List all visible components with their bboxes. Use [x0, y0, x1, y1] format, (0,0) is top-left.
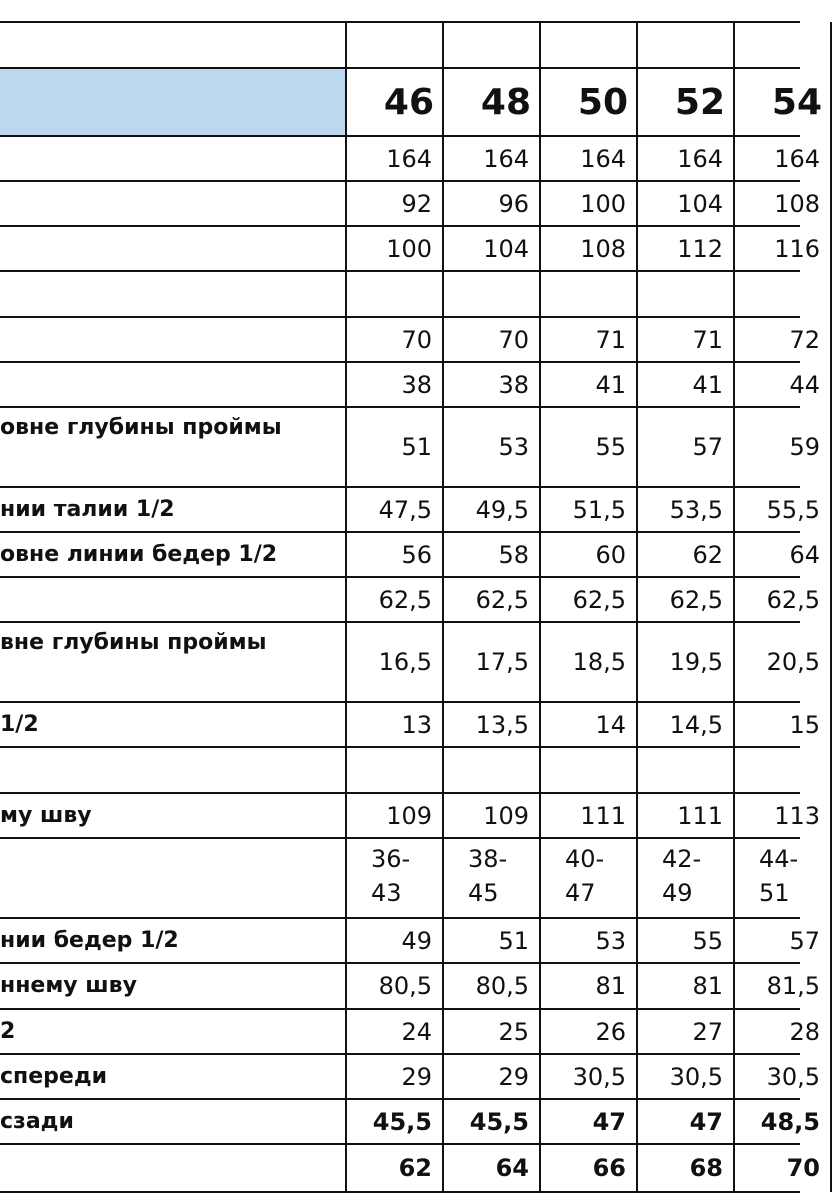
value-cell: 14,5 [669, 710, 723, 739]
value-cell [541, 22, 636, 68]
value-cell: 18,5 [572, 648, 626, 676]
value-cell: 164 [677, 144, 723, 173]
row-label: сзади [0, 1108, 74, 1134]
value-cell: 80,5 [378, 972, 432, 1000]
value-cell: 38- 45 [468, 845, 508, 907]
value-cell: 48,5 [760, 1107, 820, 1136]
value-cell: 164 [483, 144, 529, 173]
value-cell: 49,5 [475, 495, 529, 524]
row-label: ннему шву [0, 973, 137, 998]
value-cell: 38 [498, 370, 529, 399]
row-label: вне глубины проймы [0, 630, 267, 655]
value-cell [444, 747, 539, 793]
size-header-cell: 52 [674, 81, 725, 123]
value-cell: 42- 49 [662, 845, 702, 907]
value-cell: 47 [592, 1107, 626, 1136]
value-cell: 41 [692, 370, 723, 399]
value-cell: 80,5 [475, 972, 529, 1000]
header-fill [0, 68, 346, 136]
value-cell [347, 747, 442, 793]
value-cell: 58 [498, 540, 529, 569]
value-cell [444, 22, 539, 68]
value-cell: 62 [398, 1154, 432, 1182]
row-label: овне линии бедер 1/2 [0, 541, 278, 567]
value-cell [541, 271, 636, 317]
value-cell: 109 [483, 801, 529, 830]
value-cell: 29 [401, 1062, 432, 1091]
value-cell: 62,5 [475, 585, 529, 614]
value-cell: 62,5 [378, 585, 432, 614]
value-cell: 53,5 [669, 495, 723, 524]
value-cell: 109 [386, 801, 432, 830]
value-cell: 47 [689, 1107, 723, 1136]
value-cell: 164 [774, 144, 820, 173]
value-cell [735, 22, 830, 68]
value-cell: 108 [774, 189, 820, 218]
value-cell: 38 [401, 370, 432, 399]
value-cell: 111 [677, 801, 723, 830]
value-cell: 100 [386, 234, 432, 263]
value-cell [347, 271, 442, 317]
value-cell: 14 [595, 710, 626, 739]
value-cell [735, 747, 830, 793]
row-label: нии бедер 1/2 [0, 927, 179, 953]
value-cell: 164 [580, 144, 626, 173]
value-cell: 70 [786, 1154, 820, 1182]
value-cell [638, 22, 733, 68]
value-cell: 62 [692, 540, 723, 569]
value-cell: 19,5 [669, 648, 723, 676]
size-header-cell: 46 [383, 81, 434, 123]
value-cell: 13 [401, 710, 432, 739]
row-label: 1/2 [0, 711, 39, 737]
value-cell: 70 [498, 325, 529, 354]
size-header-cell: 48 [480, 81, 531, 123]
value-cell: 64 [789, 540, 820, 569]
value-cell: 112 [677, 234, 723, 263]
value-cell [541, 747, 636, 793]
value-cell: 70 [401, 325, 432, 354]
value-cell: 100 [580, 189, 626, 218]
value-cell: 30,5 [669, 1062, 723, 1091]
value-cell: 36- 43 [371, 845, 411, 907]
value-cell: 45,5 [372, 1107, 432, 1136]
value-cell: 24 [401, 1017, 432, 1046]
row-label: овне глубины проймы [0, 415, 282, 440]
size-header-cell: 54 [771, 81, 822, 123]
value-cell: 53 [595, 926, 626, 955]
value-cell: 57 [789, 926, 820, 955]
value-cell: 29 [498, 1062, 529, 1091]
value-cell: 56 [401, 540, 432, 569]
value-cell: 60 [595, 540, 626, 569]
value-cell: 81,5 [766, 972, 820, 1000]
value-cell [347, 22, 442, 68]
value-cell: 108 [580, 234, 626, 263]
row-label: нии талии 1/2 [0, 496, 175, 522]
value-cell: 51 [498, 926, 529, 955]
value-cell: 92 [401, 189, 432, 218]
value-cell: 16,5 [378, 648, 432, 676]
value-cell: 68 [689, 1154, 723, 1182]
value-cell: 41 [595, 370, 626, 399]
value-cell [638, 747, 733, 793]
value-cell: 28 [789, 1017, 820, 1046]
value-cell: 55 [595, 433, 626, 461]
value-cell: 30,5 [766, 1062, 820, 1091]
value-cell [638, 271, 733, 317]
row-label: спереди [0, 1063, 108, 1089]
value-cell: 72 [789, 325, 820, 354]
value-cell: 96 [498, 189, 529, 218]
value-cell: 62,5 [766, 585, 820, 614]
value-cell: 13,5 [475, 710, 529, 739]
size-header-cell: 50 [577, 81, 628, 123]
value-cell: 55,5 [766, 495, 820, 524]
value-cell: 62,5 [572, 585, 626, 614]
value-cell: 15 [789, 710, 820, 739]
row-label: му шву [0, 802, 92, 828]
value-cell: 51 [401, 433, 432, 461]
value-cell: 57 [692, 433, 723, 461]
value-cell: 45,5 [469, 1107, 529, 1136]
value-cell [735, 271, 830, 317]
value-cell: 53 [498, 433, 529, 461]
value-cell: 71 [595, 325, 626, 354]
value-cell: 55 [692, 926, 723, 955]
value-cell: 40- 47 [565, 845, 605, 907]
value-cell: 104 [677, 189, 723, 218]
value-cell: 164 [386, 144, 432, 173]
value-cell: 27 [692, 1017, 723, 1046]
row-label: 2 [0, 1018, 16, 1044]
value-cell: 111 [580, 801, 626, 830]
value-cell: 59 [789, 433, 820, 461]
value-cell: 25 [498, 1017, 529, 1046]
value-cell: 20,5 [766, 648, 820, 676]
value-cell: 17,5 [475, 648, 529, 676]
value-cell: 116 [774, 234, 820, 263]
value-cell: 71 [692, 325, 723, 354]
value-cell: 66 [592, 1154, 626, 1182]
value-cell: 62,5 [669, 585, 723, 614]
value-cell: 44 [789, 370, 820, 399]
value-cell: 47,5 [378, 495, 432, 524]
value-cell: 113 [774, 801, 820, 830]
value-cell [444, 271, 539, 317]
value-cell: 44- 51 [759, 845, 799, 907]
value-cell: 64 [495, 1154, 529, 1182]
value-cell: 30,5 [572, 1062, 626, 1091]
value-cell: 81 [692, 972, 723, 1000]
value-cell: 51,5 [572, 495, 626, 524]
value-cell: 26 [595, 1017, 626, 1046]
value-cell: 49 [401, 926, 432, 955]
value-cell: 104 [483, 234, 529, 263]
value-cell: 81 [595, 972, 626, 1000]
